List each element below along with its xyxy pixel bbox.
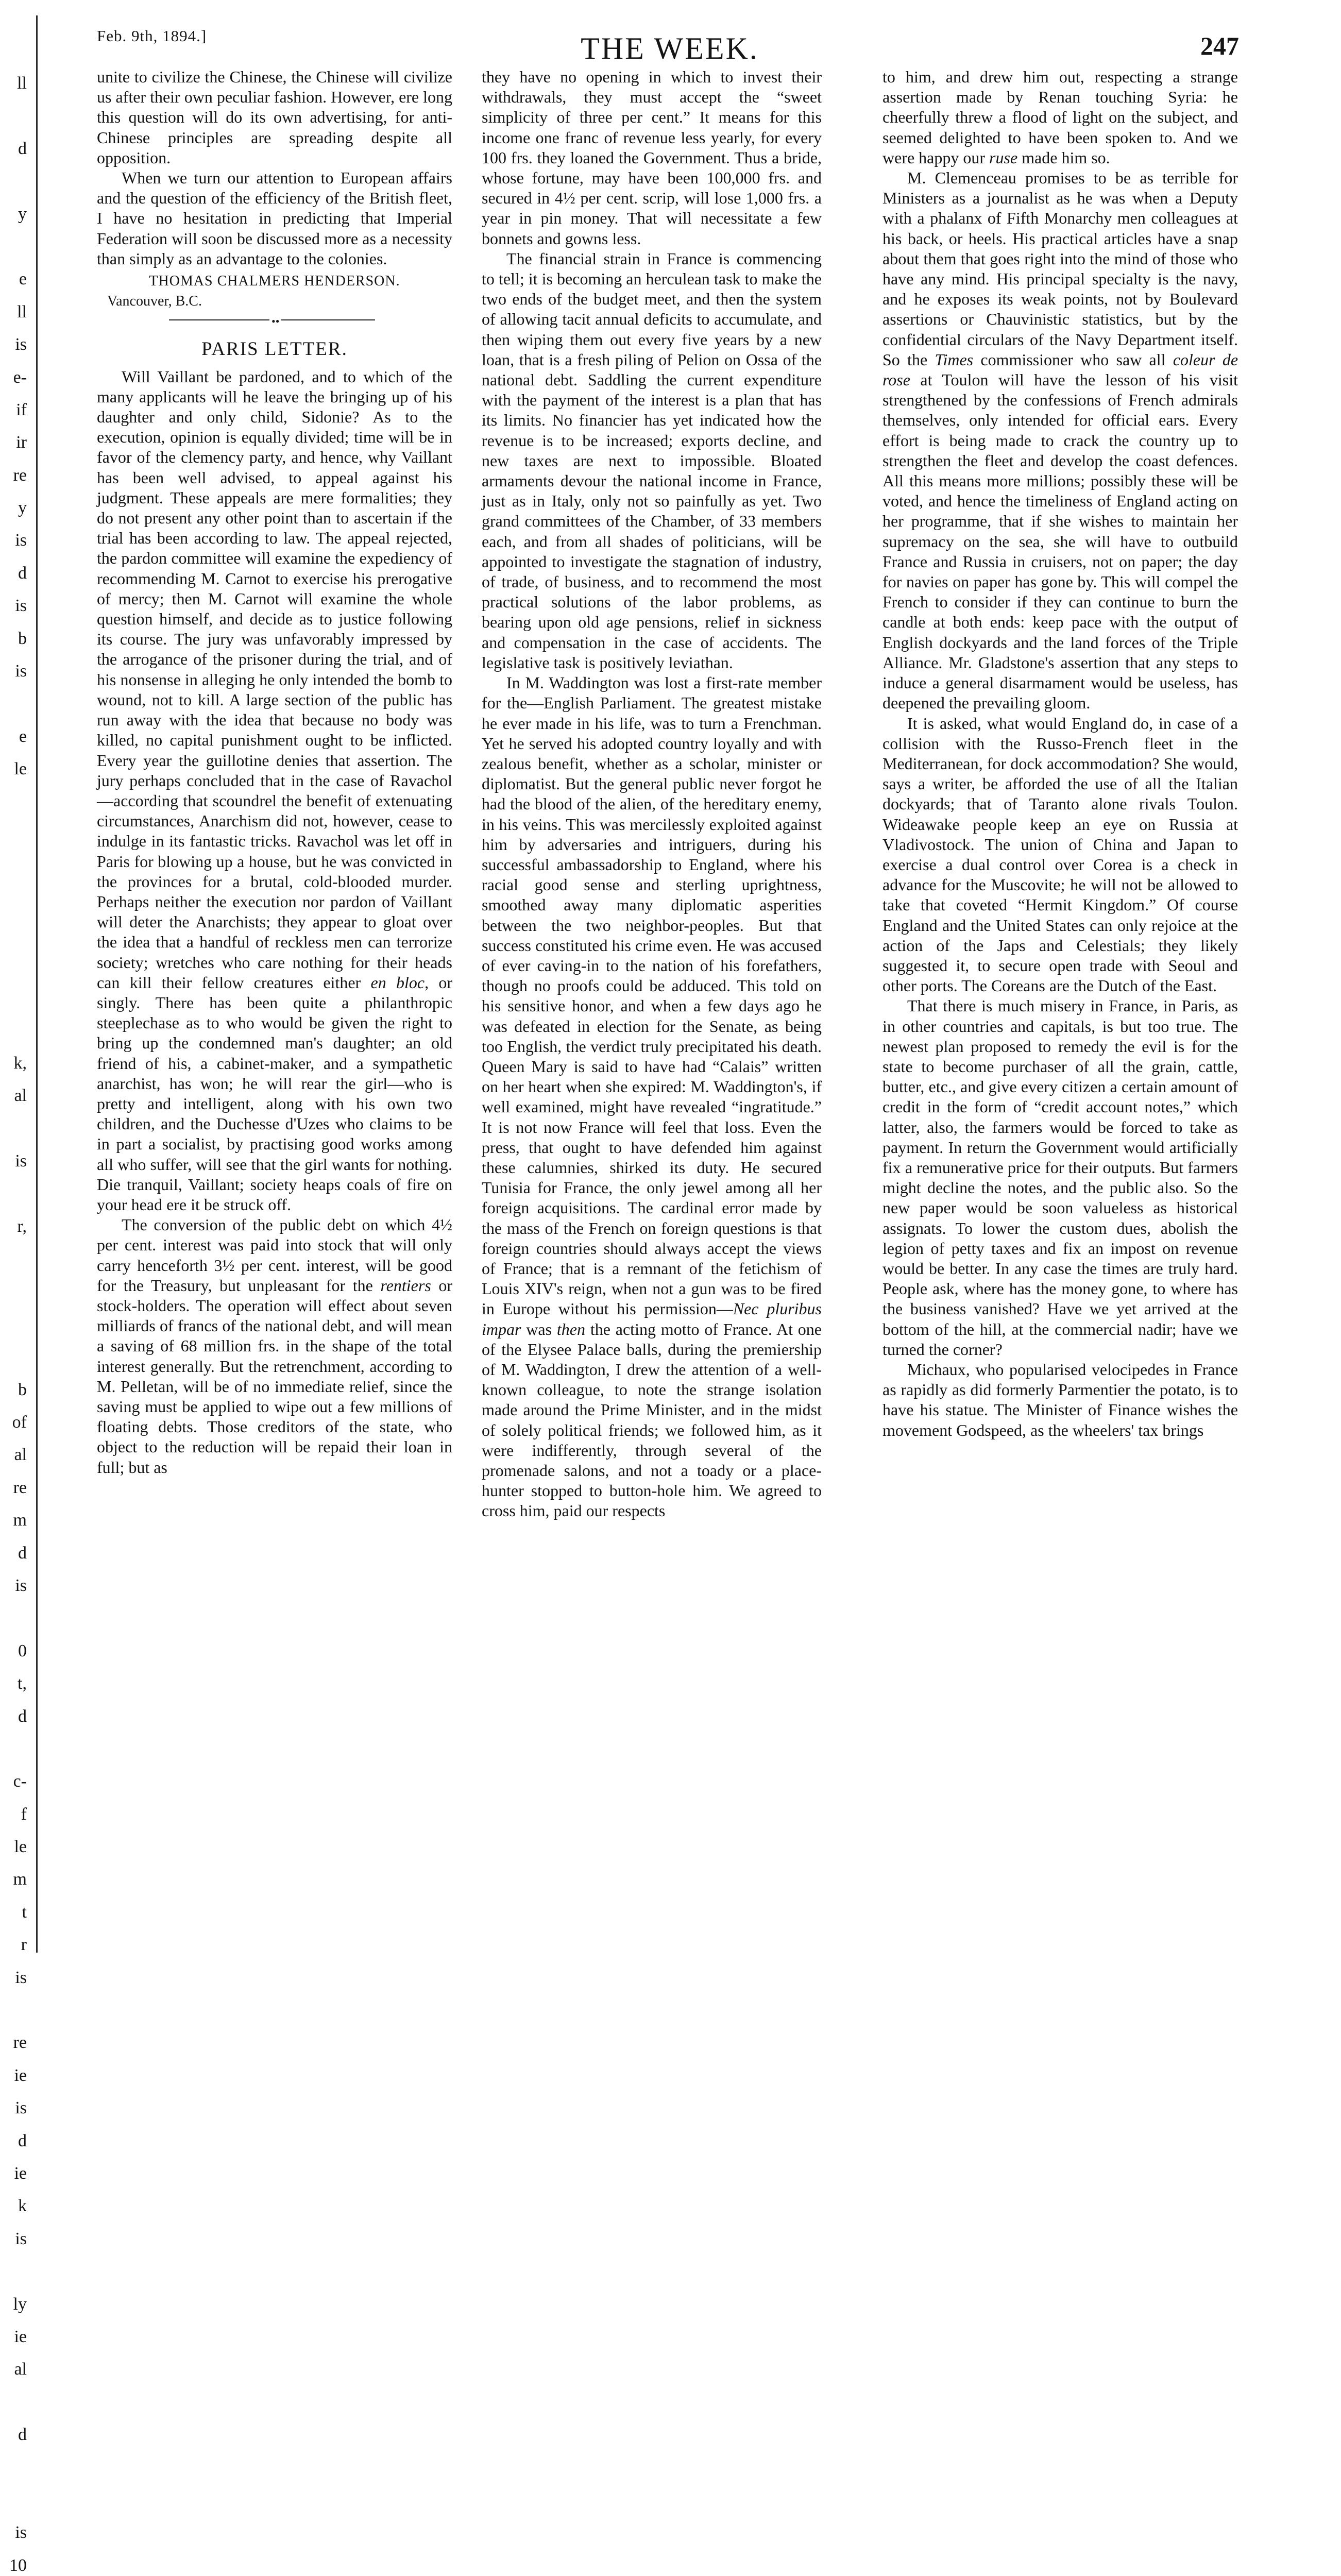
margin-fragment [0, 786, 27, 818]
margin-fragment [0, 1602, 27, 1634]
margin-fragment: m [13, 1870, 27, 1889]
margin-fragment: ir [16, 433, 27, 452]
margin-fragment: ie [14, 2327, 27, 2346]
margin-fragment: is [15, 1575, 27, 1595]
margin-fragment [0, 981, 27, 1014]
binding-edge [36, 15, 38, 1953]
margin-fragment [0, 2255, 27, 2287]
margin-fragment: al [14, 1086, 27, 1106]
margin-fragment: of [12, 1413, 27, 1432]
margin-fragment: ie [14, 2164, 27, 2183]
margin-fragment: ie [14, 2065, 27, 2085]
margin-fragment: y [18, 498, 27, 518]
paragraph: M. Clemenceau promises to be as terrible for Ministers as a journalist as he was when a Deputy with a phalanx of Fifth Monarchy men colleagues at his back, or heels. His practical articles have a snap about them that goes right into the mind of those who have any mind. His principal specialty is the navy, and he exposes its weak points, not by Boulevard assertions or Chauvinistic statistics, but by the confidential circulars of the Navy Department itself. So the Times commissioner who saw all coleur de rose at Toulon will have the lesson of his visit strengthened by the confessions of French admirals themselves, only intended for official ears. Every effort is being made to crack the country up to strengthen the fleet and develop the coast defences. All this means more millions; possibly these will be voted, and hence the timeliness of England acting on her programme, that if she wishes to maintain her supremacy on the sea, she will have to outbuild France and Russia in cruisers, not on paper; the day for navies on paper has gone by. This will compel the French to consider if they can continue to burn the candle at both ends: keep pace with the output of English dockyards and the land forces of the Triple Alliance. Mr. Gladstone's assertion that any steps to induce a general disarmament would be useless, has deepened the prevailing gloom. [882, 168, 1238, 713]
margin-fragment: re [13, 1478, 27, 1497]
margin-fragment: c- [13, 1772, 27, 1791]
adjacent-page-margin-text [0, 67, 27, 2575]
margin-fragment: is [15, 596, 27, 616]
margin-fragment: is [15, 1151, 27, 1171]
margin-fragment [0, 1994, 27, 2026]
publication-title: THE WEEK. [581, 31, 759, 65]
margin-fragment: re [13, 465, 27, 485]
margin-fragment: e [19, 726, 27, 746]
margin-fragment: d [18, 2131, 27, 2150]
paragraph: Will Vaillant be pardoned, and to which of the many applicants will he leave the bringing up of his daughter and only child, Sidonie? As to the execution, opinion is equally divided; time will be in favor of the clemency party, and hence, why Vaillant has been well advised, to appeal against his judgment. These appeals are mere formalities; they do not present any other point than to ascertain if the trial has been according to law. The appeal rejected, the pardon committee will examine the expediency of recommending M. Carnot to exercise his prerogative of mercy; then M. Carnot will examine the whole question himself, and decide as to justice following its course. The jury was unfavorably impressed by the arrogance of the prisoner during the trial, and of his nonsense in alleging he only intended the bomb to wound, not to kill. A large section of the public has run away with the idea that because no body was killed, no capital punishment ought to be inflicted. Every year the guillotine denies that assertion. The jury perhaps concluded that in the case of Ravachol—according that scoundrel the benefit of extenuating circumstances, Anarchism did not, however, cease to indulge in its fantastic tricks. Ravachol was let off in Paris for blowing up a house, but he was convicted in the provinces for a brutal, cold-blooded murder. Perhaps neither the execution nor pardon of Vaillant will deter the Anarchists; they appear to gloat over the idea that a handful of reckless men can terrorize society; wretches who care nothing for their heads can kill their fellow creatures either en bloc, or singly. There has been quite a philanthropic steeplechase as to who would be given the right to bring up the condemned man's daughter; an old friend of his, a cabinet-maker, and a sympathetic anarchist, has won; he will rear the girl—who is pretty and intelligent, along with his own two children, and the Duchesse d'Uzes who claims to be in part a socialist, by practising good works among all who suffer, will see that the girl wants for nothing. Die tranquil, Vaillant; society heaps coals of fire on your head ere it be struck off. [97, 367, 453, 1214]
margin-fragment: e- [13, 367, 27, 387]
margin-fragment [0, 2484, 27, 2516]
margin-fragment: is [15, 1968, 27, 1987]
margin-fragment: is [15, 2229, 27, 2248]
margin-fragment: m [13, 1511, 27, 1530]
margin-fragment: b [18, 1380, 27, 1399]
margin-fragment: d [18, 139, 27, 158]
margin-fragment: le [14, 1837, 27, 1857]
margin-fragment: t [22, 1902, 27, 1922]
margin-fragment: r [21, 1935, 27, 1955]
margin-fragment: al [14, 1445, 27, 1465]
paragraph: The financial strain in France is commencing to tell; it is becoming an herculean task to make the two ends of the budget meet, and then the system of allowing tacit annual deficits to accumulate, and then wiping them out every five years by a new loan, that is a fresh piling of Pelion on Ossa of the national debt. Saddling the current expenditure with the payment of the interest is a plan that has its limits. No financier has yet indicated how the revenue is to be increased; exports decline, and new taxes are next to impossible. Bloated armaments devour the national income in France, just as in Italy, only not so painfully as yet. Two grand committees of the Chamber, of 33 members each, and from all shades of politicians, will be appointed to investigate the stagnation of industry, of trade, of business, and to recommend the most practical solutions of the labor problems, as bearing upon old age pensions, relief in sickness and compensation in the case of accidents. The legislative task is positively leviathan. [482, 249, 822, 672]
margin-fragment: al [14, 2360, 27, 2379]
margin-fragment: le [14, 759, 27, 779]
margin-fragment: k, [13, 1053, 27, 1073]
margin-fragment [0, 1112, 27, 1145]
margin-fragment [0, 1177, 27, 1210]
margin-fragment: is [15, 2523, 27, 2543]
margin-fragment [0, 687, 27, 720]
margin-fragment: ll [17, 302, 27, 321]
margin-fragment: d [18, 1543, 27, 1563]
column-3 [882, 67, 1238, 1922]
page-number: 247 [1200, 31, 1239, 60]
margin-fragment: y [18, 204, 27, 224]
margin-fragment [0, 1341, 27, 1373]
paragraph: The conversion of the public debt on which 4½ per cent. interest was paid into stock that will only carry henceforth 3½ per cent. interest, will be good for the Treasury, but unpleasant for the rentiers or stock-holders. The operation will effect about seven milliards of francs of the national debt, and will mean a saving of 68 million frs. in the shape of the total interest generally. But the retrenchment, according to M. Pelletan, will be of no immediate relief, since the saving must be applied to wipe out a few millions of floating debts. Those creditors of the state, who object to the reduction will be repaid their loan in full; but as [97, 1215, 452, 1477]
margin-fragment: d [18, 2425, 27, 2445]
paragraph: Michaux, who popularised velocipedes in France as rapidly as did formerly Parmentier the potato, is to have his statue. The Minister of Finance wishes the movement Godspeed, as the wheelers' tax brings [882, 1360, 1238, 1439]
margin-fragment [0, 884, 27, 916]
margin-fragment [0, 1243, 27, 1275]
paragraph: to him, and drew him out, respecting a strange assertion made by Renan touching Syria: he cheerfully threw a flood of light on the subject, and seemed delighted to have been spoken to. And we were happy our ruse made him so. [882, 67, 1238, 167]
margin-fragment: is [15, 531, 27, 550]
margin-fragment: is [15, 662, 27, 681]
margin-fragment: d [18, 1706, 27, 1726]
margin-fragment [0, 1014, 27, 1046]
margin-fragment: re [13, 2033, 27, 2053]
margin-fragment [0, 949, 27, 981]
margin-fragment [0, 1308, 27, 1341]
margin-fragment: f [21, 1804, 27, 1824]
issue-date: Feb. 9th, 1894.] [97, 27, 207, 45]
paragraph: That there is much misery in France, in Paris, as in other countries and capitals, is but too true. The newest plan proposed to remedy the evil is for the state to become purchaser of all the grain, cattle, butter, etc., and give every citizen a certain amount of credit in the form of “credit account notes,” which latter, also, the farmers would be forced to take as payment. In return the Government would artificially fix a remunerative price for their outputs. But farmers might decline the notes, and the public also. So the new paper would be soon valueless as historical assignats. To lower the custom dues, abolish the legion of petty taxes and fix an impost on revenue would be better. In any case the times are truly hard. People ask, where has the money gone, to where has the business vanished? Have we yet arrived at the bottom of the hill, at the commercial nadir; have we turned the corner? [882, 996, 1238, 1359]
author-signature: THOMAS CHALMERS HENDERSON. [149, 273, 400, 290]
margin-fragment: if [16, 400, 27, 419]
section-divider [97, 314, 452, 326]
margin-fragment: e [19, 269, 27, 289]
column-2 [482, 67, 822, 1922]
section-heading: PARIS LETTER. [201, 338, 348, 360]
margin-fragment: d [18, 563, 27, 583]
margin-fragment [0, 1733, 27, 1765]
paragraph: When we turn our attention to European affairs and the question of the efficiency of the British fleet, I have no hesitation in predicting that Imperial Federation will soon be discussed more as a necessity than simply as an advantage to the colonies. [97, 168, 452, 268]
margin-fragment [0, 851, 27, 883]
margin-fragment: ll [17, 74, 27, 93]
margin-fragment [0, 2451, 27, 2484]
paragraph: unite to civilize the Chinese, the Chinese will civilize us after their own peculiar fashion. However, ere long this question will do its own advertising, for anti-Chinese principles are spreading despite all opposition. [97, 67, 453, 167]
margin-fragment: r, [17, 1216, 27, 1236]
margin-fragment: 10 [9, 2555, 27, 2575]
margin-fragment [0, 99, 27, 132]
margin-fragment: t, [18, 1674, 27, 1693]
margin-fragment [0, 165, 27, 197]
margin-fragment: is [15, 335, 27, 354]
margin-fragment [0, 916, 27, 948]
margin-fragment [0, 818, 27, 851]
margin-fragment: b [18, 629, 27, 648]
column-1 [97, 67, 452, 1922]
margin-fragment [0, 1275, 27, 1308]
margin-fragment: ly [13, 2294, 27, 2314]
margin-fragment [0, 2386, 27, 2418]
margin-fragment: 0 [18, 1641, 27, 1660]
paragraph: It is asked, what would England do, in case of a collision with the Russo-French fleet in the Mediterranean, for dock accommodation? She would, says a writer, be afforded the use of all the Italian dockyards; that of Taranto alone rivals Toulon. Wideawake people keep an eye on Russia at Vladivostock. The union of China and Japan to exercise a dual control over Corea is a check in advance for the Muscovite; he will not be allowed to take that coveted “Hermit Kingdom.” Of course England and the United States can only rejoice at the action of the Japs and Celestials; they likely suggested it, to secure open trade with Seoul and other ports. The Coreans are the Dutch of the East. [882, 714, 1238, 995]
author-location: Vancouver, B.C. [107, 293, 202, 310]
paragraph: In M. Waddington was lost a first-rate member for the—English Parliament. The greatest mistake he ever made in his life, was to turn a Frenchman. Yet he served his adopted country loyally and with zealous benefit, whether as a scholar, minister or diplomatist. But the general public never forgot he had the blood of the alien, of the hereditary enemy, in his veins. This was mercilessly exploited against him by adversaries and intriguers, during his successful ambassadorship to England, where his racial good sense and sterling uprightness, smoothed away many diplomatic asperities between the two neighbor-peoples. But that success constituted his crime even. He was accused of ever caving-in to the nation of his forefathers, though no proofs could be adduced. This told on his sensitive honor, and when a few days ago he was defeated in election for the Senate, as being too English, the verdict truly precipitated his death. Queen Mary is said to have had “Calais” written on her heart when she expired: M. Waddington's, if well examined, might have revealed “ingratitude.” It is not now France will feel that loss. Even the press, that ought to have defended him against these calumnies, shirked its duty. He secured Tunisia for France, the only jewel among all her foreign acquisitions. The cardinal error made by the mass of the French on foreign questions is that foreign countries should always accept the views of France; that is a remnant of the fetichism of Louis XIV's reign, when not a gun was to be fired in Europe without his permission—Nec pluribus impar was then the acting motto of France. At one of the Elysee Palace balls, during the premiership of M. Waddington, I drew the attention of a well-known colleague, to note the strange isolation made around the Prime Minister, and in the midst of solely political friends; we followed him, as it were indifferently, through several of the promenade salons, and not a toady or a place-hunter stopped to button-hole him. We agreed to cross him, paid our respects [482, 673, 822, 1520]
margin-fragment: k [18, 2196, 27, 2216]
paragraph: they have no opening in which to invest their withdrawals, they must accept the “sweet simplicity of three per cent.” It means for this income one franc of revenue less yearly, for every 100 frs. they loaned the Government. Thus a bride, whose fortune, may have been 100,000 frs. and secured in 4½ per cent. scrip, will lose 1,000 frs. a year in pin money. That will necessitate a few bonnets and gowns less. [482, 67, 822, 248]
margin-fragment: is [15, 2098, 27, 2118]
margin-fragment [0, 230, 27, 263]
